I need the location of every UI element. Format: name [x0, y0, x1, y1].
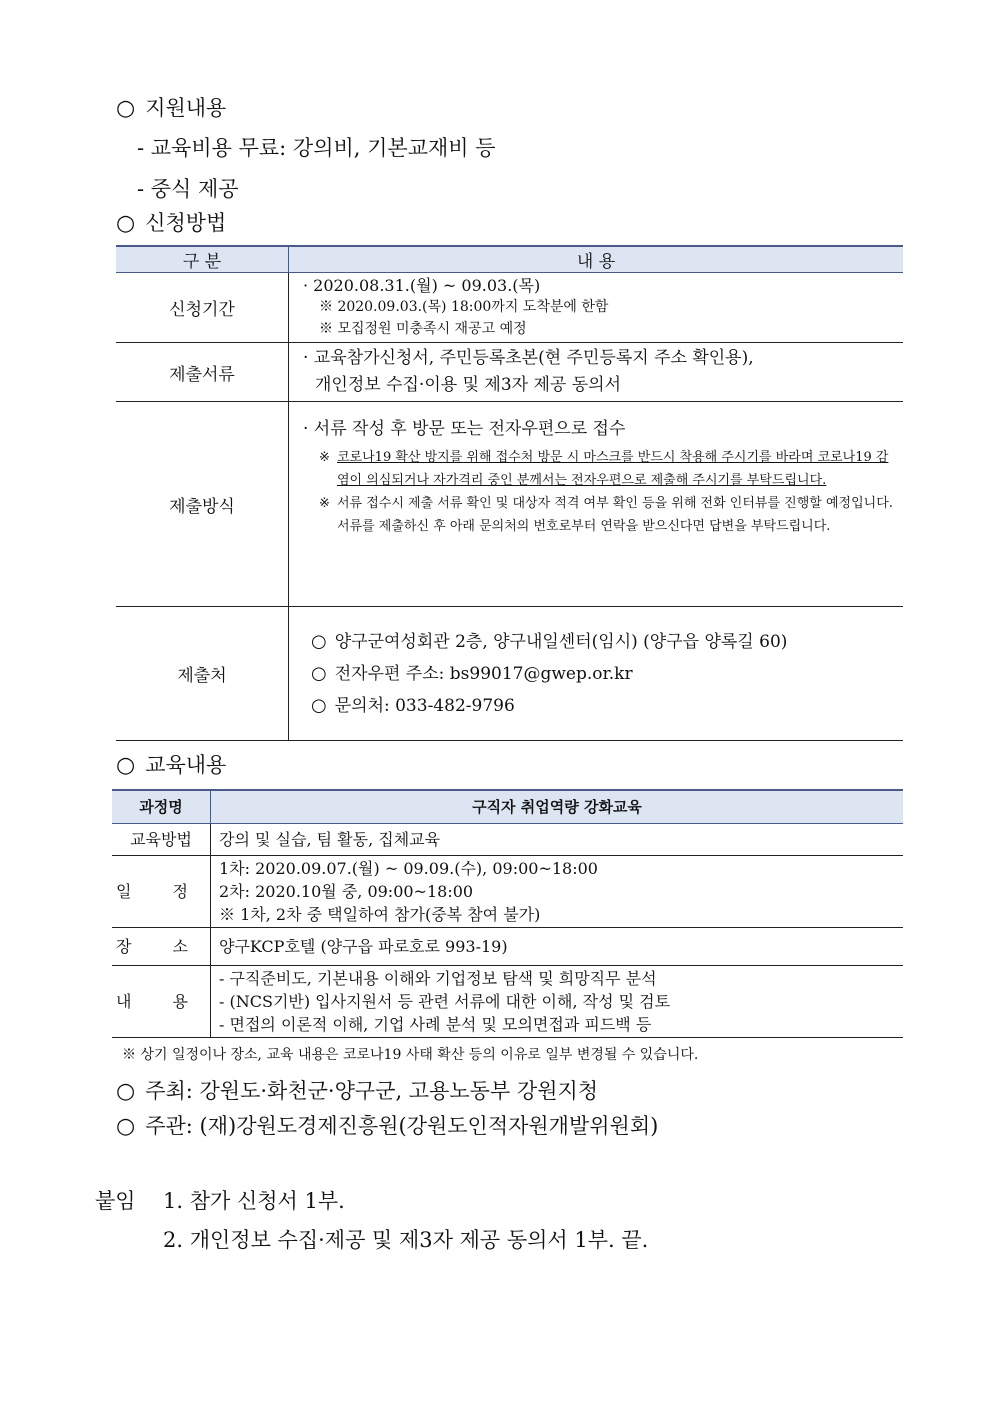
apply-header-content: 내 용 — [289, 246, 904, 273]
edu-header-course-name: 구직자 취업역량 강화교육 — [211, 790, 904, 824]
method-note-mask-text: 코로나19 확산 방지를 위해 접수처 방문 시 마스크를 반드시 착용해 주시기를 바라며 코로나19 감염이 의심되거나 자가격리 중인 분께서는 전자우편으로 제출해 주시기를 부탁드립니다. — [337, 450, 889, 488]
method-label: 제출방식 — [116, 402, 289, 607]
attachment-item: 2. 개인정보 수집·제공 및 제3자 제공 동의서 1부. 끝. — [163, 1228, 649, 1252]
edu-content-label: 내 용 — [112, 966, 211, 1038]
method-note-interview — [303, 492, 893, 538]
host-line: ○ 주최: 강원도·화천군·양구군, 고용노동부 강원지청 — [116, 1079, 599, 1104]
note-mark-icon: ※ — [319, 496, 330, 511]
period-note: ※ 모집정원 미충족시 재공고 예정 — [319, 321, 527, 337]
circle-bullet-icon: ○ — [311, 662, 327, 684]
docs-line: · 교육참가신청서, 주민등록초본(현 주민등록지 주소 확인용), — [303, 348, 754, 368]
section-apply-heading: ○ 신청방법 — [116, 211, 227, 236]
edu-header-course: 과정명 — [112, 790, 211, 824]
method-main: · 서류 작성 후 방문 또는 전자우편으로 접수 — [303, 419, 626, 439]
edu-row-place — [112, 928, 903, 966]
support-item-lunch: - 중식 제공 — [137, 177, 239, 201]
circle-bullet-icon: ○ — [116, 753, 136, 778]
edu-content-line: - 면접의 이론적 이해, 기업 사례 분석 및 모의면접과 피드백 등 — [219, 1015, 652, 1034]
circle-bullet-icon: ○ — [116, 211, 136, 236]
attachment-item: 1. 참가 신청서 1부. — [163, 1189, 345, 1213]
edu-content-line: - 구직준비도, 기본내용 이해와 기업정보 탐색 및 희망직무 분석 — [219, 969, 657, 988]
edu-schedule-line: 1차: 2020.09.07.(월) ~ 09.09.(수), 09:00~18:00 — [219, 859, 598, 878]
docs-label: 제출서류 — [116, 343, 289, 402]
edu-place-value: 양구KCP호텔 (양구읍 파로호로 993-19) — [211, 928, 904, 966]
edu-schedule-line: ※ 1차, 2차 중 택일하여 참가(중복 참여 불가) — [219, 905, 541, 924]
apply-table — [116, 245, 903, 741]
period-label: 신청기간 — [116, 273, 289, 343]
dest-email[interactable]: ○ 전자우편 주소: bs99017@gwep.or.kr — [311, 662, 633, 684]
circle-bullet-icon: ○ — [311, 630, 327, 652]
section-edu-heading: ○ 교육내용 — [116, 753, 227, 778]
note-mark-icon: ※ — [319, 450, 330, 465]
circle-bullet-icon: ○ — [311, 694, 327, 716]
edu-row-content — [112, 966, 903, 1038]
period-main: · 2020.08.31.(월) ~ 09.03.(목) — [303, 276, 541, 295]
dest-label: 제출처 — [116, 607, 289, 741]
method-note-mask — [303, 446, 893, 492]
attachments-label: 붙임 — [95, 1189, 136, 1213]
edu-method-label: 교육방법 — [112, 824, 211, 856]
circle-bullet-icon: ○ — [116, 1114, 136, 1139]
apply-header-category: 구 분 — [116, 246, 289, 273]
edu-row-method — [112, 824, 903, 856]
circle-bullet-icon: ○ — [116, 1079, 136, 1104]
support-item-fee: - 교육비용 무료: 강의비, 기본교재비 등 — [137, 136, 496, 160]
period-note: ※ 2020.09.03.(목) 18:00까지 도착분에 한함 — [319, 299, 609, 315]
apply-row-period — [116, 273, 903, 343]
apply-row-method — [116, 402, 903, 607]
circle-bullet-icon: ○ — [116, 96, 136, 121]
dest-address: ○ 양구군여성회관 2층, 양구내일센터(임시) (양구읍 양록길 60) — [311, 630, 788, 652]
edu-row-schedule — [112, 856, 903, 928]
edu-schedule-line: 2차: 2020.10월 중, 09:00~18:00 — [219, 882, 474, 901]
docs-line: 개인정보 수집·이용 및 제3자 제공 동의서 — [315, 375, 621, 395]
apply-row-dest — [116, 607, 903, 741]
edu-table — [112, 789, 903, 1038]
method-note-interview-text: 서류 접수시 제출 서류 확인 및 대상자 적격 여부 확인 등을 위해 전화 인터뷰를 진행할 예정입니다. 서류를 제출하신 후 아래 문의처의 번호로부터 연락을 받으신다면 답변을 부탁드립니다. — [337, 496, 893, 534]
edu-schedule-label: 일 정 — [112, 856, 211, 928]
dest-phone: ○ 문의처: 033-482-9796 — [311, 694, 515, 716]
edu-method-value: 강의 및 실습, 팀 활동, 집체교육 — [211, 824, 904, 856]
section-support-heading: ○ 지원내용 — [116, 96, 227, 121]
edu-content-line: - (NCS기반) 입사지원서 등 관련 서류에 대한 이해, 작성 및 검토 — [219, 992, 671, 1011]
edu-notice: ※ 상기 일정이나 장소, 교육 내용은 코로나19 사태 확산 등의 이유로 일부 변경될 수 있습니다. — [122, 1047, 699, 1063]
apply-row-docs — [116, 343, 903, 402]
edu-place-label: 장 소 — [112, 928, 211, 966]
organizer-line: ○ 주관: (재)강원도경제진흥원(강원도인적자원개발위원회) — [116, 1114, 659, 1139]
